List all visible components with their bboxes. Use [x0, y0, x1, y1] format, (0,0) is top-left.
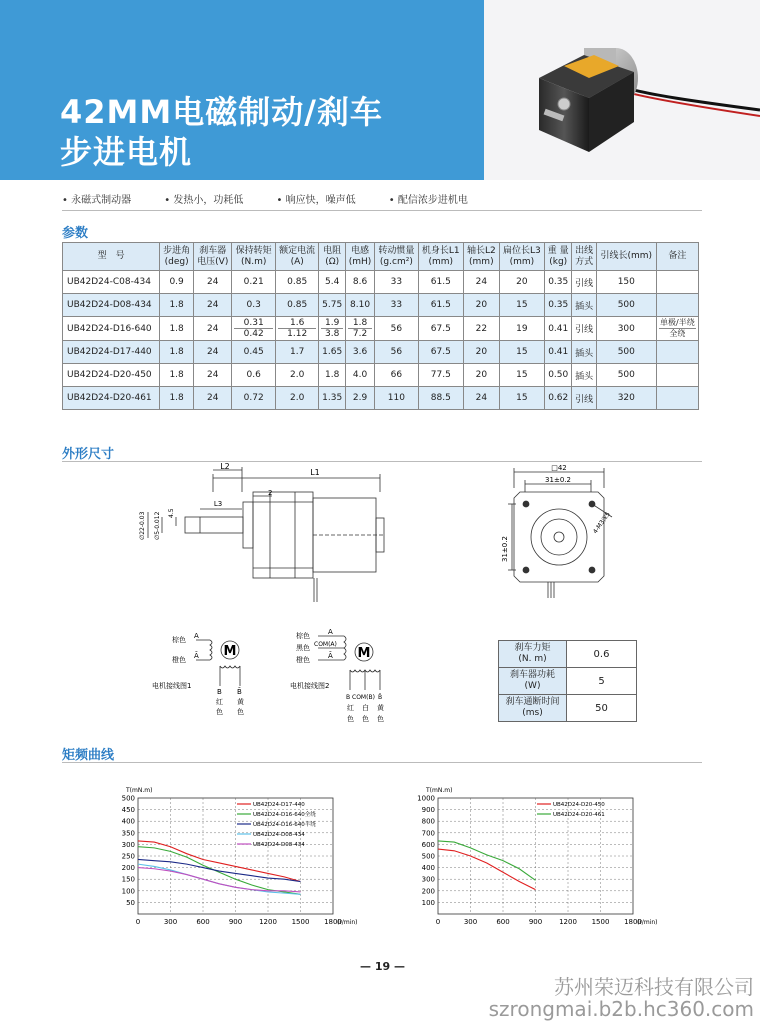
table-cell: 2.0 [275, 364, 318, 387]
wire-label-abar: Ā [328, 652, 333, 660]
table-cell: UB42D24-D16-640 [63, 317, 160, 341]
y-tick-label: 500 [421, 852, 435, 861]
table-cell [656, 294, 698, 317]
table-cell: 0.31 0.42 [232, 317, 275, 341]
table-header-cell: 重 量 (kg) [545, 243, 572, 271]
brake-label: 刹车力矩 (N. m) [499, 641, 567, 668]
table-cell: 0.21 [232, 271, 275, 294]
motor-symbol: M [223, 644, 237, 659]
wire-color-2: 黑色 [296, 644, 310, 652]
table-cell: 320 [596, 387, 656, 410]
y-tick-label: 150 [121, 875, 135, 884]
wiring-caption-2: 电机接线图2 [290, 682, 330, 690]
section-title-params: 参数 [62, 226, 89, 241]
page-number: — 19 — [360, 960, 405, 973]
table-cell: 61.5 [418, 271, 463, 294]
y-tick-label: 100 [121, 887, 135, 896]
params-table [62, 242, 699, 410]
x-tick-label: 600 [496, 918, 510, 926]
table-cell: UB42D24-C08-434 [63, 271, 160, 294]
y-tick-label: 250 [121, 852, 135, 861]
feature-item: • 配信浓步进机电 [388, 195, 468, 206]
wire-label-com: COM(A) [314, 641, 337, 648]
wire-color-b: 红 [216, 698, 223, 706]
table-cell: 0.85 [275, 271, 318, 294]
dim-pitch-h: 31±0.2 [545, 476, 571, 484]
table-cell: 15 [499, 364, 544, 387]
table-cell: 1.9 3.8 [319, 317, 346, 341]
wire-label-b: B [217, 688, 222, 696]
table-cell: 110 [375, 387, 418, 410]
table-cell: 56 [375, 341, 418, 364]
table-cell: 0.3 [232, 294, 275, 317]
table-cell: 0.85 [275, 294, 318, 317]
x-tick-label: 600 [196, 918, 210, 926]
table-cell: 引线 [572, 387, 596, 410]
feature-item: • 发热小，功耗低 [164, 195, 244, 206]
table-cell: 0.50 [545, 364, 572, 387]
table-header-cell: 刹车器 电压(V) [194, 243, 232, 271]
legend-entry: UB42D24-D08-434 [253, 842, 305, 848]
table-cell: 0.35 [545, 271, 572, 294]
table-row [63, 387, 699, 410]
y-tick-label: 400 [121, 817, 135, 826]
table-cell: 8.10 [345, 294, 374, 317]
wire-label-bbar: B̄ [378, 694, 383, 701]
y-tick-label: 200 [121, 864, 135, 873]
torque-chart-1 [100, 778, 390, 928]
table-cell: 2.0 [275, 387, 318, 410]
wire-label-abar: Ā [194, 652, 199, 660]
dim-d22: ∅22-0.03 [139, 511, 146, 540]
wire-color-2: 橙色 [172, 656, 186, 664]
y-tick-label: 450 [121, 806, 135, 815]
table-cell: 24 [194, 387, 232, 410]
y-tick-label: 200 [421, 887, 435, 896]
motor-symbol: M [357, 646, 371, 661]
table-cell: 0.41 [545, 341, 572, 364]
table-cell: 5.75 [319, 294, 346, 317]
x-tick-label: 1500 [291, 918, 310, 926]
x-tick-label: 1200 [259, 918, 277, 926]
table-row [63, 364, 699, 387]
table-header-cell: 机身长L1 (mm) [418, 243, 463, 271]
brake-row [499, 695, 637, 722]
section-title-dimensions: 外形尺寸 [62, 447, 115, 462]
title-banner [0, 0, 484, 180]
y-tick-label: 600 [421, 840, 435, 849]
wire-color-suffix: 色 [237, 708, 244, 716]
x-tick-label: 900 [528, 918, 543, 926]
wiring-diagram-1 [150, 628, 280, 720]
table-cell: 2.9 [345, 387, 374, 410]
table-cell: 24 [194, 317, 232, 341]
table-cell: 300 [596, 317, 656, 341]
wire-color-red: 红 [347, 704, 354, 712]
table-cell [656, 271, 698, 294]
y-tick-label: 50 [126, 898, 135, 907]
divider [62, 762, 702, 763]
company-name: 苏州荣迈科技有限公司 [554, 975, 754, 999]
table-cell: 24 [463, 387, 499, 410]
table-cell: 1.8 [160, 294, 194, 317]
table-header-cell: 保持转矩 (N.m) [232, 243, 275, 271]
table-cell: UB42D24-D17-440 [63, 341, 160, 364]
legend-entry: UB42D24-D17-440 [253, 802, 305, 808]
wiring-diagram-2 [288, 626, 428, 730]
wire-label-a: A [194, 632, 199, 640]
table-cell: 5.4 [319, 271, 346, 294]
y-axis-label: T(mN.m) [426, 787, 453, 794]
table-cell: 3.6 [345, 341, 374, 364]
watermark [489, 976, 754, 1020]
x-axis-label: (r/min) [637, 919, 658, 926]
y-tick-label: 350 [121, 829, 135, 838]
table-cell: UB42D24-D20-461 [63, 387, 160, 410]
feature-item: • 响应快，噪声低 [276, 195, 356, 206]
table-cell: 0.35 [545, 294, 572, 317]
table-cell: 0.45 [232, 341, 275, 364]
x-tick-label: 1800 [324, 918, 342, 926]
table-cell: 67.5 [418, 341, 463, 364]
table-cell: 1.35 [319, 387, 346, 410]
table-cell: 0.6 [232, 364, 275, 387]
x-tick-label: 1200 [559, 918, 577, 926]
y-axis-label: T(mN.m) [126, 787, 153, 794]
table-header-cell: 额定电流 (A) [275, 243, 318, 271]
table-header-cell: 扁位长L3 (mm) [499, 243, 544, 271]
dim-l1: L1 [310, 468, 320, 477]
table-cell: 8.6 [345, 271, 374, 294]
wire-color-1: 棕色 [296, 632, 310, 640]
wiring-caption-1: 电机接线图1 [152, 682, 192, 690]
table-cell [656, 341, 698, 364]
table-cell: 单极/半绕 全绕 [656, 317, 698, 341]
table-cell: 20 [463, 341, 499, 364]
table-cell: 插头 [572, 364, 596, 387]
table-cell: 24 [194, 341, 232, 364]
table-cell: 24 [463, 271, 499, 294]
table-cell [656, 364, 698, 387]
table-cell: 15 [499, 294, 544, 317]
front-view-drawing [488, 462, 628, 602]
table-cell: 500 [596, 341, 656, 364]
x-tick-label: 900 [228, 918, 243, 926]
table-cell: 66 [375, 364, 418, 387]
table-cell: 0.41 [545, 317, 572, 341]
y-tick-label: 300 [421, 875, 435, 884]
table-header-cell: 电感 (mH) [345, 243, 374, 271]
table-cell: 88.5 [418, 387, 463, 410]
table-cell: 1.65 [319, 341, 346, 364]
table-header-cell: 步进角 (deg) [160, 243, 194, 271]
legend-entry: UB42D24-D08-434 [253, 832, 305, 838]
table-body [63, 271, 699, 410]
wire-label-bcom: B COM(B) [346, 694, 375, 701]
table-cell: 20 [463, 294, 499, 317]
y-tick-label: 1000 [417, 794, 435, 803]
table-header-cell: 引线长(mm) [596, 243, 656, 271]
table-header-cell: 出线 方式 [572, 243, 596, 271]
table-cell: 0.72 [232, 387, 275, 410]
table-cell: 1.8 7.2 [345, 317, 374, 341]
brake-row [499, 668, 637, 695]
table-cell: 1.6 1.12 [275, 317, 318, 341]
table-cell: UB42D24-D08-434 [63, 294, 160, 317]
table-cell: 引线 [572, 317, 596, 341]
table-cell: 77.5 [418, 364, 463, 387]
table-cell: 1.8 [160, 341, 194, 364]
table-cell: 4.0 [345, 364, 374, 387]
legend-entry: UB42D24-D20-461 [553, 812, 605, 818]
table-cell: 引线 [572, 271, 596, 294]
wire-color-bbar: 黄 [237, 698, 244, 706]
table-cell: 20 [499, 271, 544, 294]
x-tick-label: 0 [135, 918, 141, 926]
torque-chart-2 [400, 778, 690, 928]
table-header-row [63, 243, 699, 271]
table-header-cell: 转动惯量 (g.cm²) [375, 243, 418, 271]
feature-item: • 永磁式制动器 [62, 195, 132, 206]
table-cell: 24 [194, 294, 232, 317]
product-photo [484, 0, 760, 180]
legend-entry: UB42D24-D16-640半绕 [253, 822, 316, 828]
y-tick-label: 900 [421, 806, 435, 815]
table-cell: 0.9 [160, 271, 194, 294]
legend-entry: UB42D24-D20-450 [553, 802, 605, 808]
table-row [63, 271, 699, 294]
dim-pitch-v: 31±0.2 [501, 536, 509, 562]
table-cell: 33 [375, 294, 418, 317]
x-tick-label: 300 [163, 918, 178, 926]
x-tick-label: 1800 [624, 918, 642, 926]
wire-color-suffix: 色 [216, 708, 223, 716]
table-cell: 1.7 [275, 341, 318, 364]
page-title [60, 92, 383, 172]
table-cell: 插头 [572, 294, 596, 317]
wire-color-yellow: 黄 [377, 704, 384, 712]
table-cell: 1.8 [160, 364, 194, 387]
dim-2: 2 [268, 489, 273, 497]
dim-l2: L2 [220, 462, 230, 471]
y-tick-label: 500 [121, 794, 135, 803]
wire-color-3: 橙色 [296, 656, 310, 664]
x-tick-label: 0 [435, 918, 441, 926]
brake-label: 刹车器功耗 (W) [499, 668, 567, 695]
wire-color-1: 棕色 [172, 636, 186, 644]
brake-value: 50 [567, 695, 637, 722]
brake-label: 刹车通断时间 (ms) [499, 695, 567, 722]
brake-row [499, 641, 637, 668]
table-cell: 500 [596, 364, 656, 387]
table-header-cell: 备注 [656, 243, 698, 271]
table-header-cell: 电阻 (Ω) [319, 243, 346, 271]
y-tick-label: 300 [121, 840, 135, 849]
table-cell: 插头 [572, 341, 596, 364]
dim-d5: ∅5-0.012 [154, 511, 161, 540]
table-cell: 1.8 [160, 317, 194, 341]
y-tick-label: 100 [421, 898, 435, 907]
brake-value: 5 [567, 668, 637, 695]
stepper-motor-image [484, 0, 760, 180]
table-cell: 33 [375, 271, 418, 294]
table-cell: 61.5 [418, 294, 463, 317]
table-row [63, 294, 699, 317]
legend-entry: UB42D24-D16-640全绕 [253, 812, 316, 818]
table-cell: 20 [463, 364, 499, 387]
table-cell: 24 [194, 271, 232, 294]
y-tick-label: 800 [421, 817, 435, 826]
wire-label-bbar: B̄ [237, 688, 242, 696]
wire-color-white: 白 [362, 704, 369, 712]
dim-holes: 4-M3深5 [591, 510, 612, 536]
table-cell: UB42D24-D20-450 [63, 364, 160, 387]
table-row [63, 317, 699, 341]
wire-color-suffix: 色 [377, 715, 384, 723]
table-header-cell: 轴长L2 (mm) [463, 243, 499, 271]
table-cell: 67.5 [418, 317, 463, 341]
table-cell: 56 [375, 317, 418, 341]
section-title-curves: 矩频曲线 [62, 748, 115, 763]
table-cell: 19 [499, 317, 544, 341]
table-cell: 150 [596, 271, 656, 294]
title-line-2: 步进电机 [60, 133, 193, 171]
dim-l3: L3 [213, 500, 223, 508]
features-list [62, 191, 498, 206]
brake-value: 0.6 [567, 641, 637, 668]
table-cell: 15 [499, 387, 544, 410]
x-tick-label: 300 [463, 918, 478, 926]
company-url: szrongmai.b2b.hc360.com [488, 997, 754, 1021]
wire-color-suffix: 色 [362, 715, 369, 723]
table-cell: 22 [463, 317, 499, 341]
table-cell: 24 [194, 364, 232, 387]
side-view-drawing [130, 462, 410, 612]
dim-h45: 4.5 [168, 508, 175, 518]
divider [62, 210, 702, 211]
x-tick-label: 1500 [591, 918, 610, 926]
y-tick-label: 400 [421, 864, 435, 873]
table-cell: 1.8 [160, 387, 194, 410]
x-axis-label: (r/min) [337, 919, 358, 926]
y-tick-label: 700 [421, 829, 435, 838]
table-cell [656, 387, 698, 410]
table-cell: 500 [596, 294, 656, 317]
dim-square: □42 [551, 464, 567, 472]
table-cell: 15 [499, 341, 544, 364]
table-row [63, 341, 699, 364]
wire-color-suffix: 色 [347, 715, 354, 723]
table-header-cell: 型 号 [63, 243, 160, 271]
wire-label-a: A [328, 628, 333, 636]
table-cell: 1.8 [319, 364, 346, 387]
table-cell: 0.62 [545, 387, 572, 410]
title-line-1: 42MM电磁制动/刹车 [60, 93, 383, 131]
brake-spec-table [498, 640, 637, 722]
